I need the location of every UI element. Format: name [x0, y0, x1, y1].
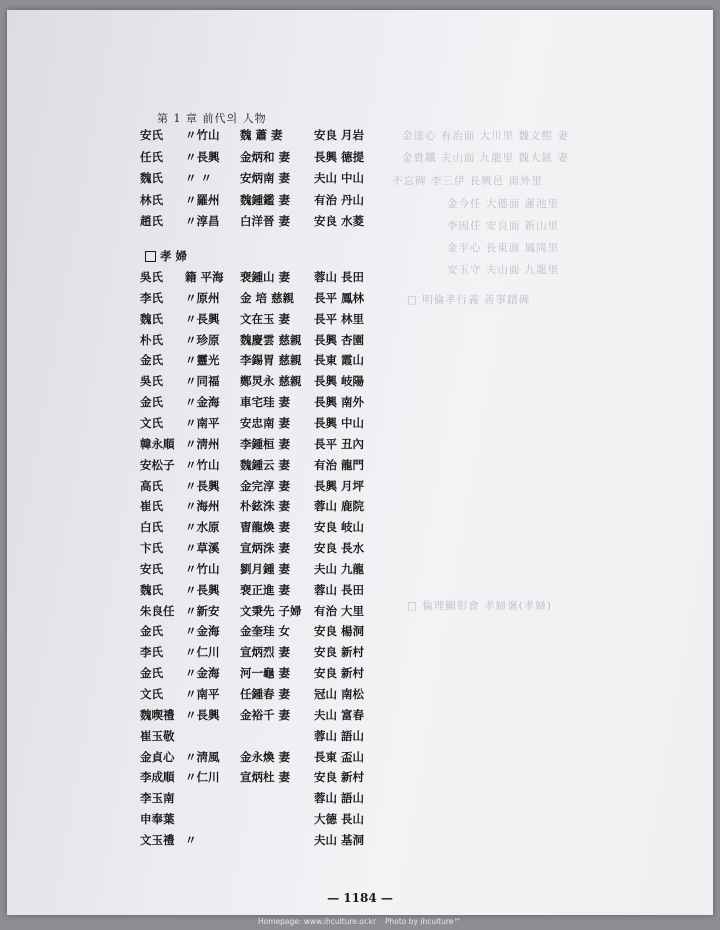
origin-clan: 〃竹山	[185, 457, 220, 472]
relation: 鄭炅永 慈親	[240, 374, 302, 389]
relation: 白洋晉 妻	[240, 214, 291, 228]
relation: 魏 蕭 妻	[240, 128, 283, 142]
bleed-through-text: □ 明倫孝行義 善事蹟碑	[407, 294, 531, 306]
residence: 長平 丑內	[314, 436, 365, 451]
person-name: 趙氏	[140, 214, 163, 228]
person-name: 金氏	[140, 666, 163, 681]
origin-clan: 〃同福	[185, 374, 220, 389]
origin-clan: 〃仁川	[185, 645, 220, 660]
person-name: 金氏	[140, 353, 163, 368]
origin-clan: 籍 平海	[185, 270, 224, 284]
person-name: 吳氏	[140, 374, 163, 389]
origin-clan: 〃淸州	[185, 436, 220, 451]
residence: 有治 大里	[314, 603, 365, 618]
bleed-through-text: 金貴鐵 夫山面 九龍里 魏大鉉 妻	[402, 152, 569, 164]
relation: 魏鍾云 妻	[240, 457, 291, 472]
person-name: 魏氏	[140, 171, 163, 185]
person-name: 李玉南	[140, 791, 175, 806]
bleed-through-text: 不忘碑 李三伊 長興邑 南外里	[392, 175, 544, 187]
person-name: 韓永順	[140, 436, 175, 451]
origin-clan: 〃草溪	[185, 541, 220, 556]
residence: 長興 岐陽	[314, 374, 365, 389]
residence: 蓉山 長田	[314, 582, 365, 597]
person-name: 文氏	[140, 415, 163, 430]
relation: 任鍾春 妻	[240, 687, 291, 701]
person-name: 申奉葉	[140, 812, 175, 827]
relation: 文在玉 妻	[240, 311, 291, 326]
origin-clan: 〃長興	[185, 311, 220, 326]
origin-clan: 〃羅州	[185, 192, 220, 207]
residence: 安良 岐山	[314, 520, 365, 535]
person-name: 文玉禮	[140, 832, 175, 847]
bleed-through-text: □ 倫理顯彰會 孝婦褒(孝婦)	[407, 600, 552, 612]
person-name: 魏氏	[140, 311, 163, 326]
origin-clan: 〃淳昌	[185, 214, 220, 228]
relation: 安炳南 妻	[240, 171, 291, 185]
origin-clan: 〃竹山	[185, 561, 220, 576]
residence: 蓉山 長田	[314, 270, 365, 284]
relation: 金裕千 妻	[240, 707, 291, 722]
residence: 長興 杏園	[314, 332, 365, 347]
residence: 夫山 九龍	[314, 561, 365, 576]
origin-clan: 〃 〃	[185, 171, 213, 185]
residence: 長東 盃山	[314, 749, 365, 764]
origin-clan: 〃金海	[185, 666, 220, 681]
section-title: 孝 婦	[160, 249, 188, 263]
residence: 有治 丹山	[314, 192, 365, 207]
origin-clan: 〃海州	[185, 499, 220, 514]
relation: 裵鍾山 妻	[240, 270, 291, 284]
person-name: 李氏	[140, 645, 163, 660]
person-name: 林氏	[140, 192, 163, 207]
person-name: 安氏	[140, 128, 163, 142]
relation: 李鍾桓 妻	[240, 436, 291, 451]
residence: 長平 鳳林	[314, 290, 365, 305]
residence: 大德 長山	[314, 812, 365, 827]
residence: 冠山 南松	[314, 687, 365, 701]
person-name: 崔玉敬	[140, 728, 175, 743]
bleed-through-text: 安玉守 夫山面 九龍里	[447, 264, 560, 276]
origin-clan: 〃金海	[185, 395, 220, 410]
relation: 宣炳洙 妻	[240, 541, 291, 556]
origin-clan: 〃水原	[185, 520, 220, 535]
relation: 金永煥 妻	[240, 749, 291, 764]
relation: 金完淳 妻	[240, 478, 291, 493]
residence: 長興 月坪	[314, 478, 365, 493]
person-name: 魏氏	[140, 582, 163, 597]
origin-clan: 〃淸風	[185, 749, 220, 764]
origin-clan: 〃長興	[185, 478, 220, 493]
person-name: 白氏	[140, 520, 163, 535]
relation: 裵正進 妻	[240, 582, 291, 597]
document-page	[7, 10, 713, 915]
origin-clan: 〃金海	[185, 624, 220, 639]
bleed-through-text: 金今任 大德面 蓮池里	[447, 198, 560, 210]
residence: 夫山 富春	[314, 707, 365, 722]
person-name: 卞氏	[140, 541, 163, 556]
person-name: 崔氏	[140, 499, 163, 514]
residence: 有治 龍門	[314, 457, 365, 472]
residence: 長興 南外	[314, 395, 365, 410]
chapter-heading: 第 1 章 前代의 人物	[157, 112, 267, 125]
relation: 金炳和 妻	[240, 149, 291, 164]
residence: 蓉山 語山	[314, 791, 365, 806]
origin-clan: 〃南平	[185, 415, 220, 430]
person-name: 李成順	[140, 770, 175, 785]
bleed-through-text: 金達心 有治面 大川里 魏文熙 妻	[402, 130, 569, 142]
person-name: 安氏	[140, 561, 163, 576]
residence: 安良 新村	[314, 666, 365, 681]
person-name: 魏喫禮	[140, 707, 175, 722]
origin-clan: 〃長興	[185, 149, 220, 164]
relation: 劉月鍾 妻	[240, 561, 291, 576]
residence: 安良 新村	[314, 770, 365, 785]
relation: 魏鍾鑑 妻	[240, 192, 291, 207]
photo-credit: Photo by ihculture™	[385, 917, 461, 926]
origin-clan: 〃新安	[185, 603, 220, 618]
residence: 蓉山 鹿院	[314, 499, 365, 514]
relation: 魏慶雲 慈親	[240, 332, 302, 347]
person-name: 吳氏	[140, 270, 163, 284]
homepage-credit: Homepage: www.ihculture.or.kr	[258, 917, 377, 926]
relation: 宣炳杜 妻	[240, 770, 291, 785]
origin-clan: 〃原州	[185, 290, 220, 305]
residence: 安良 楊洞	[314, 624, 365, 639]
relation: 李錫胃 慈親	[240, 353, 302, 368]
residence: 安良 長水	[314, 541, 365, 556]
relation: 曺龍煥 妻	[240, 520, 291, 535]
person-name: 文氏	[140, 687, 163, 701]
origin-clan: 〃	[185, 832, 197, 847]
residence: 安良 月岩	[314, 128, 365, 142]
origin-clan: 〃珍原	[185, 332, 220, 347]
person-name: 李氏	[140, 290, 163, 305]
residence: 長興 德提	[314, 149, 365, 164]
residence: 夫山 中山	[314, 171, 365, 185]
residence: 安良 新村	[314, 645, 365, 660]
person-name: 任氏	[140, 149, 163, 164]
relation: 金 培 慈親	[240, 290, 295, 305]
origin-clan: 〃竹山	[185, 128, 220, 142]
person-name: 朱良任	[140, 603, 175, 618]
bleed-through-text: 李因任 安良面 新山里	[447, 220, 560, 232]
relation: 文秉先 子婦	[240, 603, 302, 618]
relation: 車宅珪 妻	[240, 395, 291, 410]
origin-clan: 〃長興	[185, 582, 220, 597]
residence: 長東 霞山	[314, 353, 365, 368]
residence: 長平 林里	[314, 311, 365, 326]
person-name: 朴氏	[140, 332, 163, 347]
page-number: — 1184 —	[327, 891, 393, 905]
bleed-through-text: 金平心 長東面 鳳岡里	[447, 242, 560, 254]
person-name: 高氏	[140, 478, 163, 493]
origin-clan: 〃靈光	[185, 353, 220, 368]
residence: 夫山 基洞	[314, 832, 365, 847]
person-name: 安松子	[140, 457, 175, 472]
relation: 宣炳烈 妻	[240, 645, 291, 660]
residence: 蓉山 語山	[314, 728, 365, 743]
residence: 安良 水菱	[314, 214, 365, 228]
origin-clan: 〃仁川	[185, 770, 220, 785]
relation: 河一龜 妻	[240, 666, 291, 681]
person-name: 金氏	[140, 395, 163, 410]
relation: 金奎珪 女	[240, 624, 291, 639]
relation: 朴鉉洙 妻	[240, 499, 291, 514]
origin-clan: 〃南平	[185, 687, 220, 701]
residence: 長興 中山	[314, 415, 365, 430]
origin-clan: 〃長興	[185, 707, 220, 722]
relation: 安忠南 妻	[240, 415, 291, 430]
square-bullet-icon	[145, 251, 156, 262]
person-name: 金氏	[140, 624, 163, 639]
section-heading	[145, 248, 187, 264]
person-name: 金貞心	[140, 749, 175, 764]
